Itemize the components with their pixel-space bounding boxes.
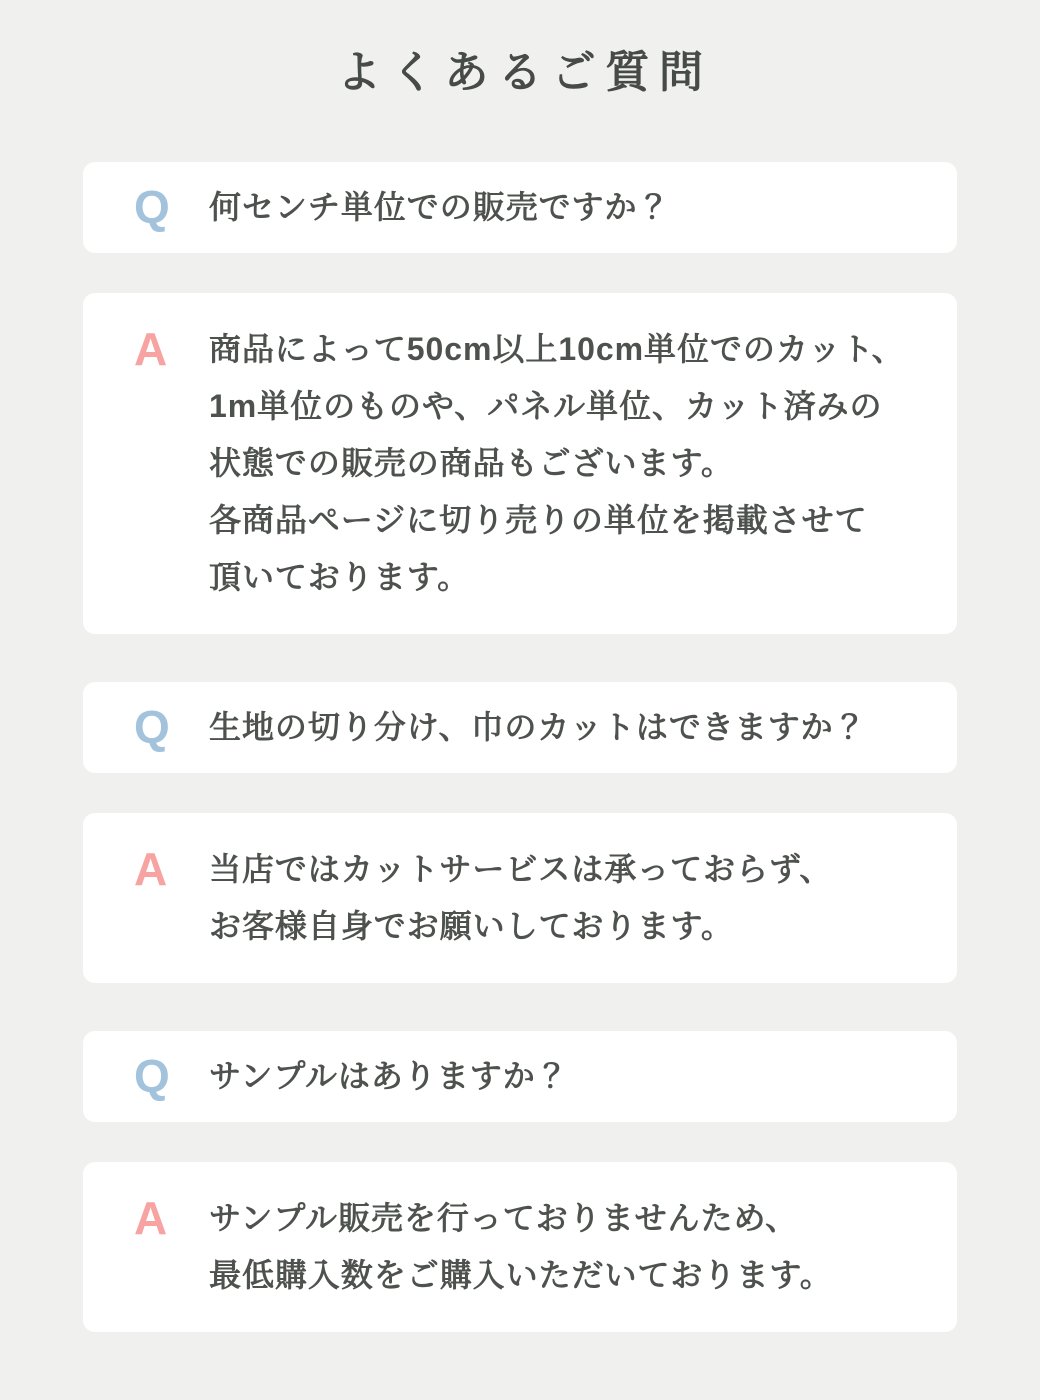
- faq-item: [83, 162, 957, 634]
- question-badge: Q: [134, 181, 170, 233]
- answer-line: 各商品ページに切り売りの単位を掲載させて: [209, 502, 868, 538]
- answer-line: 状態での販売の商品もございます。: [209, 445, 734, 481]
- answer-line: 最低購入数をご購入いただいております。: [209, 1257, 833, 1293]
- answer-line: 1m単位のものや、パネル単位、カット済みの: [209, 388, 883, 424]
- question-card: [83, 682, 957, 773]
- question-text: 何センチ単位での販売ですか？: [209, 189, 671, 225]
- faq-page: [83, 0, 957, 1332]
- question-text: 生地の切り分け、巾のカットはできますか？: [209, 709, 867, 745]
- faq-list: [83, 162, 957, 1332]
- question-text: サンプルはありますか？: [209, 1058, 569, 1094]
- answer-card: [83, 813, 957, 983]
- question-card: [83, 162, 957, 253]
- answer-line: 商品によって50cm以上10cm単位でのカット、: [209, 331, 905, 367]
- question-card: [83, 1031, 957, 1122]
- answer-line: 頂いております。: [209, 559, 471, 595]
- answer-text: [209, 1190, 833, 1304]
- answer-text: [209, 321, 905, 606]
- question-badge: Q: [134, 701, 170, 753]
- answer-card: [83, 1162, 957, 1332]
- question-badge: Q: [134, 1050, 170, 1102]
- faq-item: [83, 1031, 957, 1332]
- page-title: よくあるご質問: [336, 48, 713, 97]
- answer-badge: A: [134, 1192, 168, 1244]
- answer-line: 当店ではカットサービスは承っておらず、: [209, 851, 833, 887]
- faq-item: [83, 682, 957, 983]
- answer-card: [83, 293, 957, 634]
- answer-badge: A: [134, 843, 168, 895]
- answer-badge: A: [134, 323, 168, 375]
- answer-line: サンプル販売を行っておりませんため、: [209, 1200, 799, 1236]
- answer-line: お客様自身でお願いしております。: [209, 908, 734, 944]
- answer-text: [209, 841, 832, 955]
